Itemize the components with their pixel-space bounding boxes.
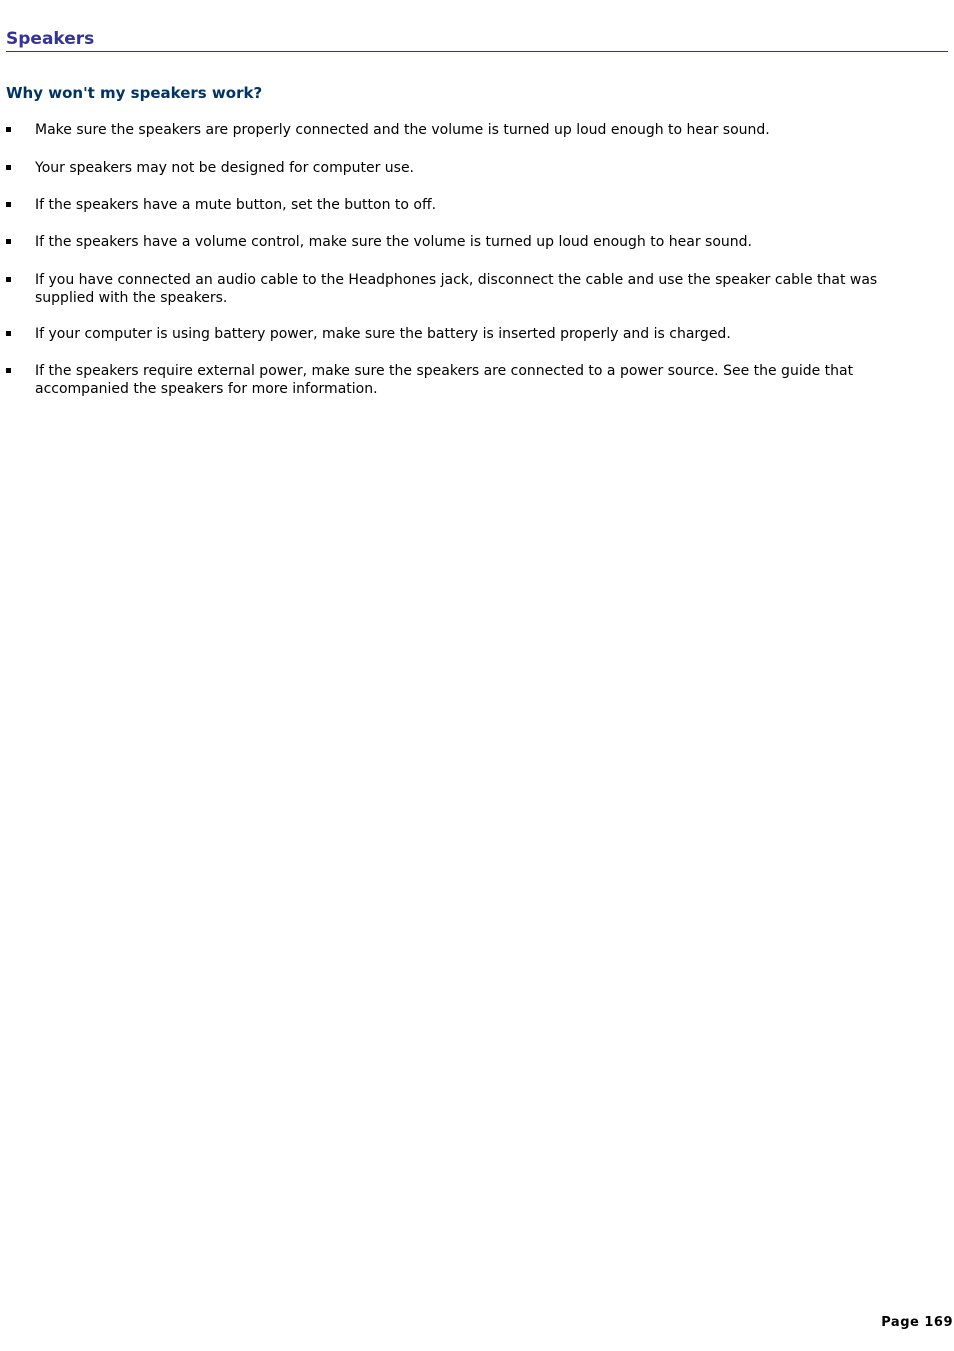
list-item-text: If the speakers require external power, make sure the speakers are connected to a power source. See the guide that accompanied the speakers for more information. xyxy=(35,363,854,397)
square-bullet-icon xyxy=(6,202,11,207)
list-item xyxy=(6,196,916,214)
list-item xyxy=(6,233,916,251)
square-bullet-icon xyxy=(6,331,11,336)
square-bullet-icon xyxy=(6,239,11,244)
list-item xyxy=(6,362,916,398)
list-item xyxy=(6,271,916,307)
square-bullet-icon xyxy=(6,165,11,170)
list-item-text: Your speakers may not be designed for computer use. xyxy=(35,160,415,176)
list-item-text: Make sure the speakers are properly connected and the volume is turned up loud enough to hear sound. xyxy=(35,122,770,138)
section-heading: Why won't my speakers work? xyxy=(6,84,263,102)
page-title: Speakers xyxy=(6,28,948,52)
list-item-text: If the speakers have a mute button, set the button to off. xyxy=(35,197,437,213)
square-bullet-icon xyxy=(6,127,11,132)
square-bullet-icon xyxy=(6,368,11,373)
list-item-text: If you have connected an audio cable to the Headphones jack, disconnect the cable and use the speaker cable that was supplied with the speakers. xyxy=(35,272,878,306)
list-item-text: If your computer is using battery power, make sure the battery is inserted properly and is charged. xyxy=(35,326,731,342)
list-item xyxy=(6,121,916,139)
list-item xyxy=(6,159,916,177)
page-number: Page 169 xyxy=(881,1315,953,1330)
list-item-text: If the speakers have a volume control, make sure the volume is turned up loud enough to hear sound. xyxy=(35,234,752,250)
square-bullet-icon xyxy=(6,277,11,282)
list-item xyxy=(6,325,916,343)
